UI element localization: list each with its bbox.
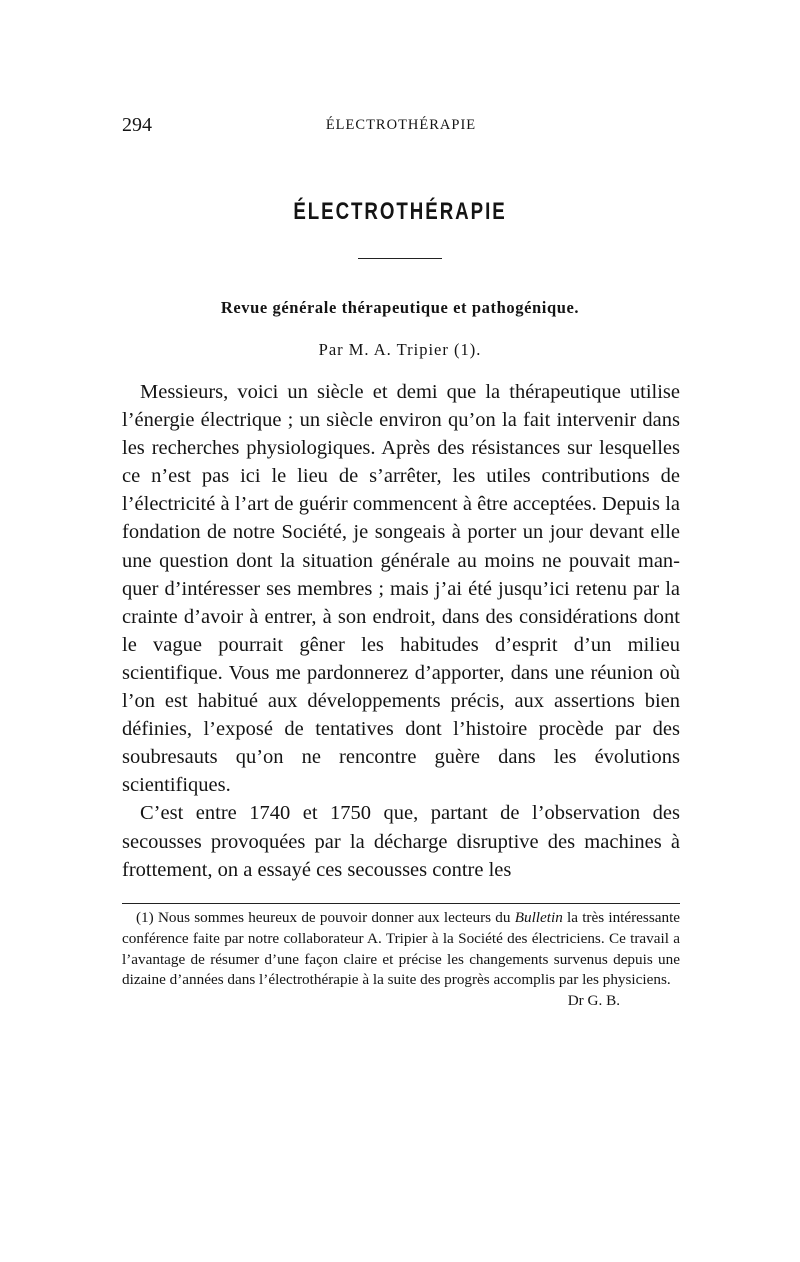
footnote-text-part: Nous sommes heureux de pouvoir donner aux lecteurs du [157, 909, 511, 926]
footnote [122, 908, 680, 1012]
article-subtitle: Revue générale thérapeutique et pathogénique. [220, 298, 580, 317]
footnote-text-part: la très intéressante conférence faite par notre collaborateur A. Tripier à la Société des électriciens. Ce travail a l’avantage de résumer d’une façon claire et précise les changements survenus depuis une dizaine d’années dans l’électrothérapie à la suite des progrès accomplis par les physiciens. [122, 909, 681, 989]
paragraph: Messieurs, voici un siècle et demi que la thérapeutique utilise l’énergie électrique ; un siècle environ qu’on la fait intervenir dans les recherches physiologiques. Après des résistances sur lesquelles ce n’est pas ici le lieu de s’arrêter, les utiles contributions de l’électricité à l’art de guérir commencent à être acceptées. Depuis la fondation de notre Société, je songeais à porter un jour devant elle une question dont la situation générale au moins ne pouvait manquer d’intéresser ses membres ; mais j’ai été jusqu’ici retenu par la crainte d’avoir à entrer, à son endroit, dans des considérations dont le vague pourrait gêner les habitudes d’esprit d’un milieu scientifique. Vous me pardonnerez d’apporter, dans une réunion où l’on est habitué aux développements précis, aux assertions bien définies, l’exposé de tentatives dont l’histoire procède par des soubresauts qu’on ne rencontre guère dans les évolutions scientifiques. [122, 381, 680, 797]
article-title: ÉLECTROTHÉRAPIE [293, 198, 507, 225]
footnote-divider [122, 903, 680, 904]
body-text [122, 378, 680, 884]
footnote-signature: Dr G. B. [567, 992, 620, 1010]
paragraph: C’est entre 1740 et 1750 que, partant de l’observation des secousses provoquées par la décharge disruptive des machines à frottement, on a essayé ces secousses contre les [122, 802, 680, 881]
page-number: 294 [122, 114, 152, 136]
footnote-text [122, 908, 681, 1010]
footnote-marker: (1) [136, 909, 154, 926]
title-divider [358, 258, 442, 259]
footnote-italic: Bulletin [514, 909, 563, 926]
article-byline: Par M. A. Tripier (1). [318, 340, 482, 359]
running-head [122, 114, 680, 140]
running-title: ÉLECTROTHÉRAPIE [325, 117, 477, 133]
